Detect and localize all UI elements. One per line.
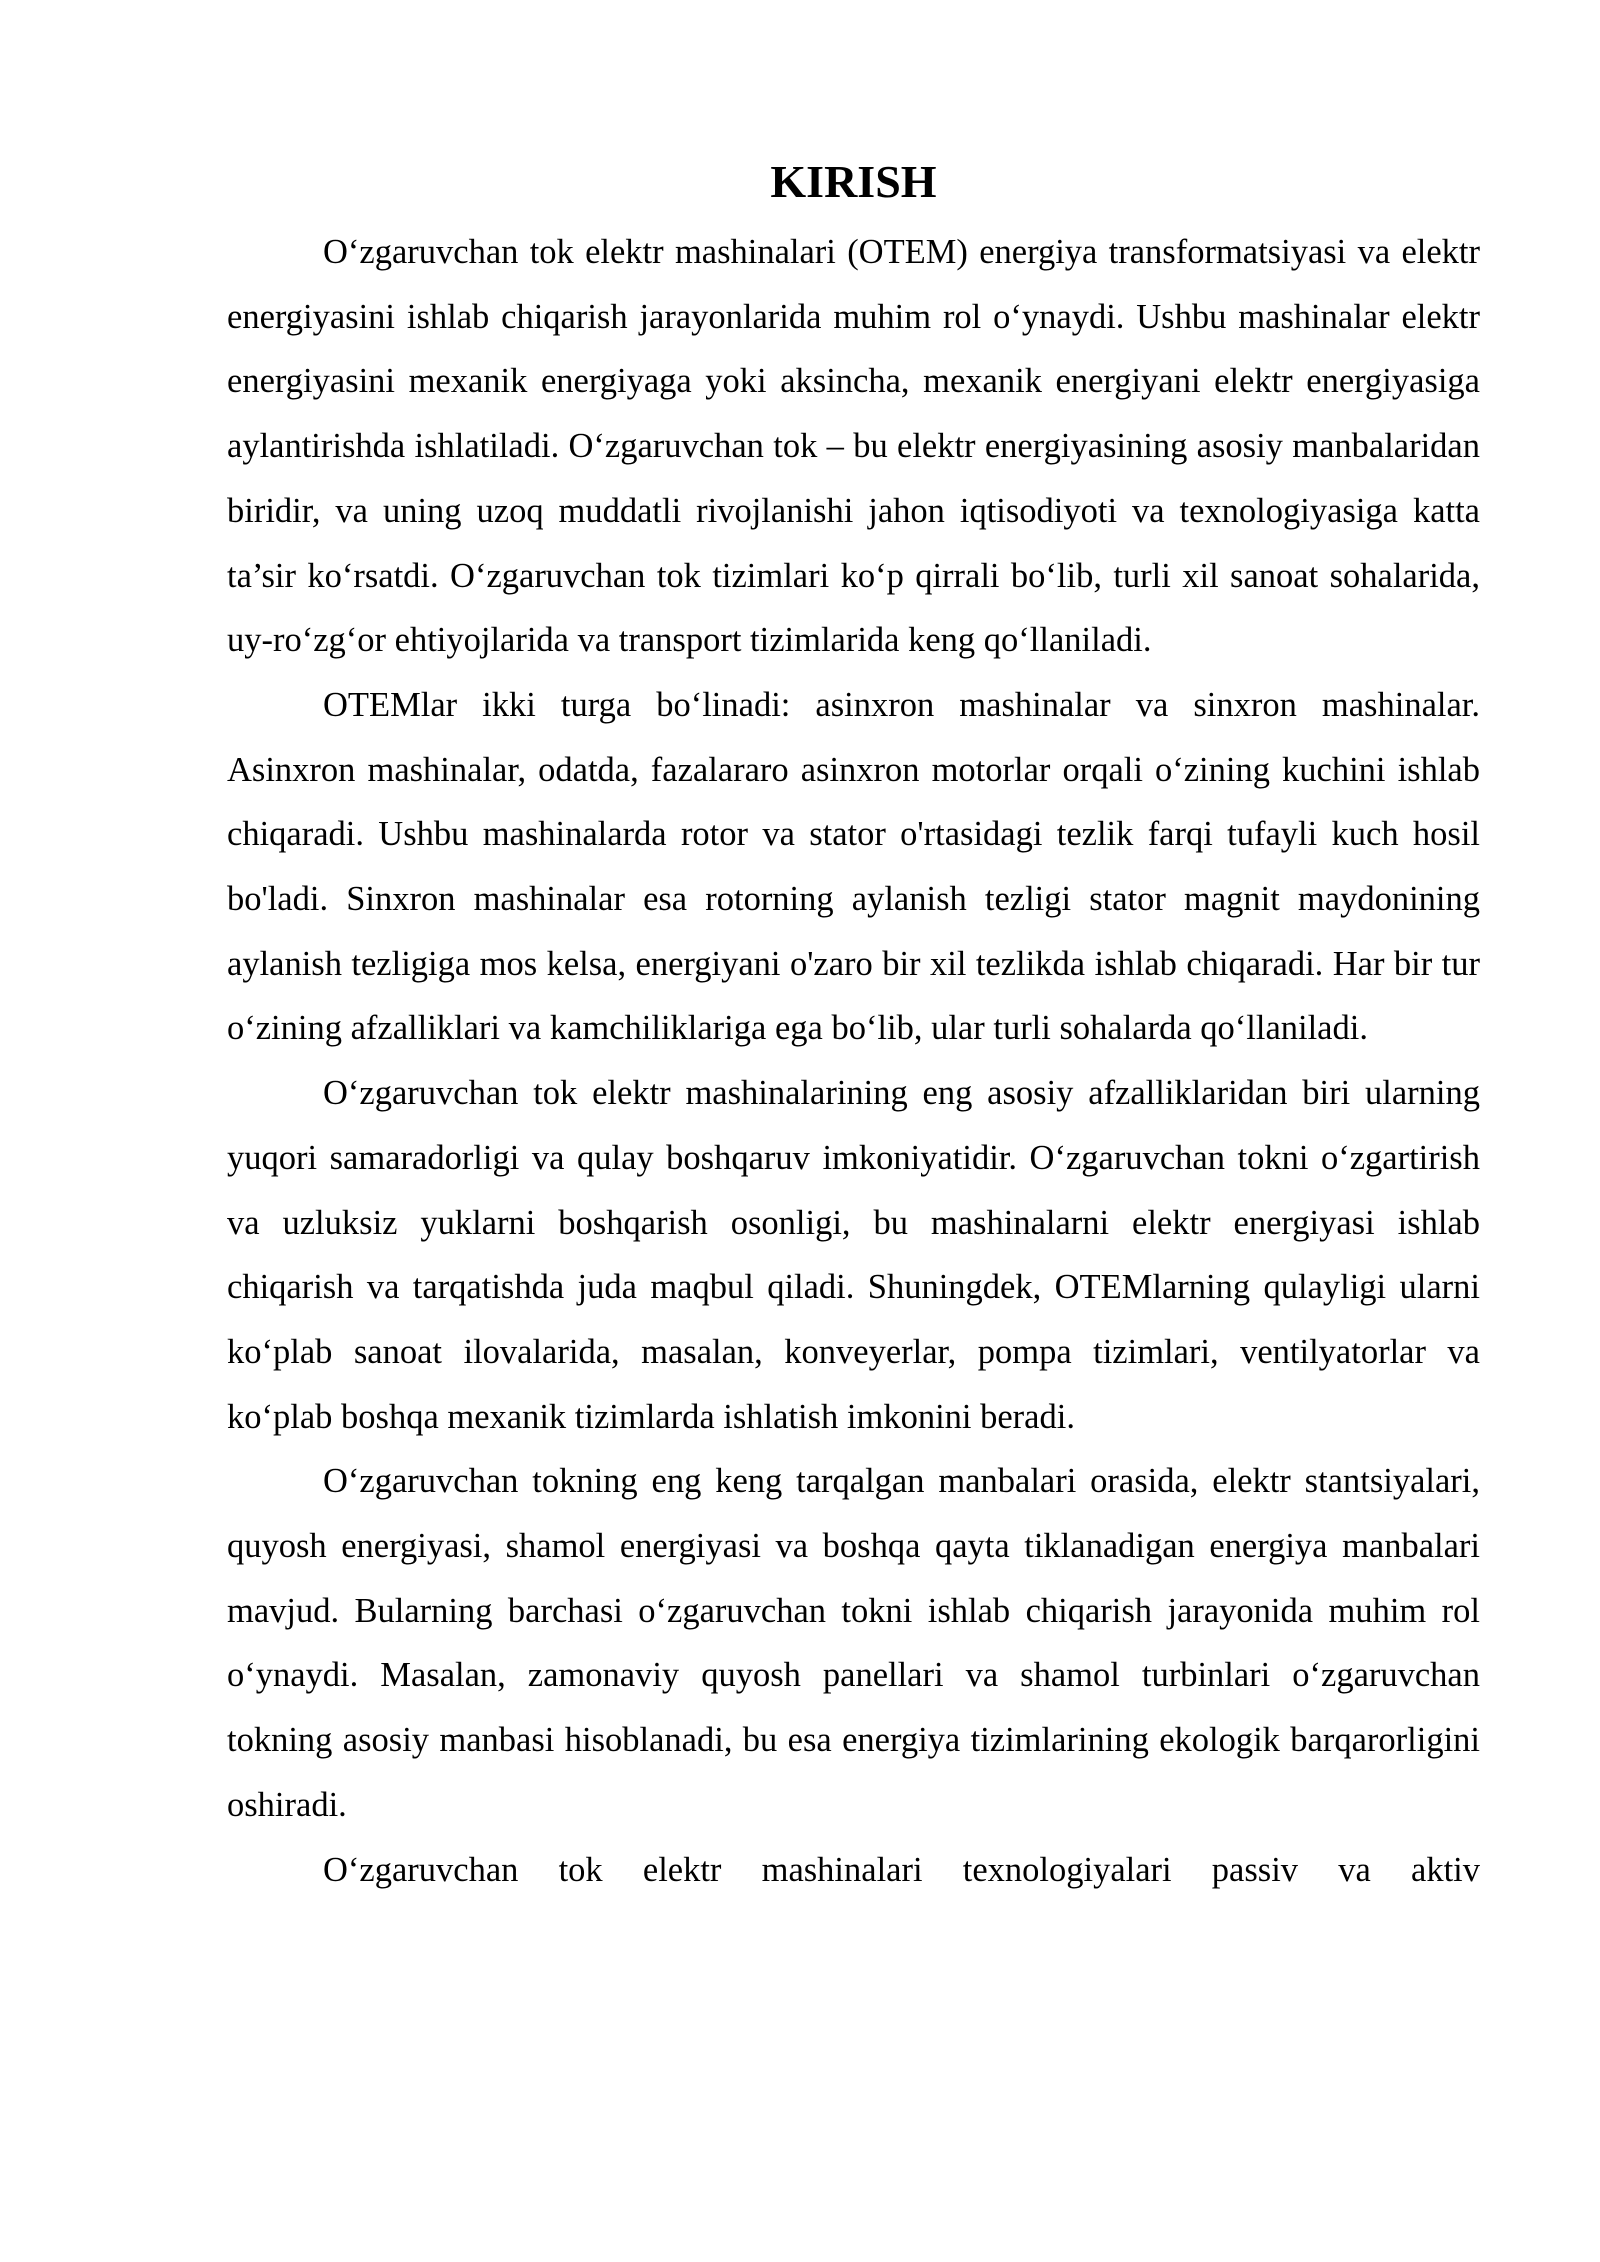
paragraph-1: O‘zgaruvchan tok elektr mashinalari (OTEM) energiya transformatsiyasi va elektr energiyasini ishlab chiqarish jarayonlarida muhim rol o‘ynaydi. Ushbu mashinalar elektr energiyasini mexanik energiyaga yoki aksincha, mexanik energiyani elektr energiyasiga aylantirishda ishlatiladi. O‘zgaruvchan tok – bu elektr energiyasining asosiy manbalaridan biridir, va uning uzoq muddatli rivojlanishi jahon iqtisodiyoti va texnologiyasiga katta ta’sir ko‘rsatdi. O‘zgaruvchan tok tizimlari ko‘p qirrali bo‘lib, turli xil sanoat sohalarida, uy-ro‘zg‘or ehtiyojlarida va transport tizimlarida keng qo‘llaniladi. <box>227 233 1480 660</box>
page-title: KIRISH <box>770 156 937 207</box>
paragraph-4: O‘zgaruvchan tokning eng keng tarqalgan manbalari orasida, elektr stantsiyalari, quyosh energiyasi, shamol energiyasi va boshqa qayta tiklanadigan energiya manbalari mavjud. Bularning barchasi o‘zgaruvchan tokni ishlab chiqarish jarayonida muhim rol o‘ynaydi. Masalan, zamonaviy quyosh panellari va shamol turbinlari o‘zgaruvchan tokning asosiy manbasi hisoblanadi, bu esa energiya tizimlarining ekologik barqarorligini oshiradi. <box>227 1462 1480 1824</box>
paragraph-2: OTEMlar ikki turga bo‘linadi: asinxron mashinalar va sinxron mashinalar. Asinxron mashinalar, odatda, fazalararo asinxron motorlar orqali o‘zining kuchini ishlab chiqaradi. Ushbu mashinalarda rotor va stator o'rtasidagi tezlik farqi tufayli kuch hosil bo'ladi. Sinxron mashinalar esa rotorning aylanish tezligi stator magnit maydonining aylanish tezligiga mos kelsa, energiyani o'zaro bir xil tezlikda ishlab chiqaradi. Har bir tur o‘zining afzalliklari va kamchiliklariga ega bo‘lib, ular turli sohalarda qo‘llaniladi. <box>227 685 1480 1048</box>
paragraph-3: O‘zgaruvchan tok elektr mashinalarining eng asosiy afzalliklaridan biri ularning yuqori samaradorligi va qulay boshqaruv imkoniyatidir. O‘zgaruvchan tokni o‘zgartirish va uzluksiz yuklarni boshqarish osonligi, bu mashinalarni elektr energiyasi ishlab chiqarish va tarqatishda juda maqbul qiladi. Shuningdek, OTEMlarning qulayligi ularni ko‘plab sanoat ilovalarida, masalan, konveyerlar, pompa tizimlari, ventilyatorlar va ko‘plab boshqa mexanik tizimlarda ishlatish imkonini beradi. <box>227 1074 1480 1436</box>
paragraph-5: O‘zgaruvchan tok elektr mashinalari texnologiyalari passiv va aktiv <box>323 1850 1480 1889</box>
